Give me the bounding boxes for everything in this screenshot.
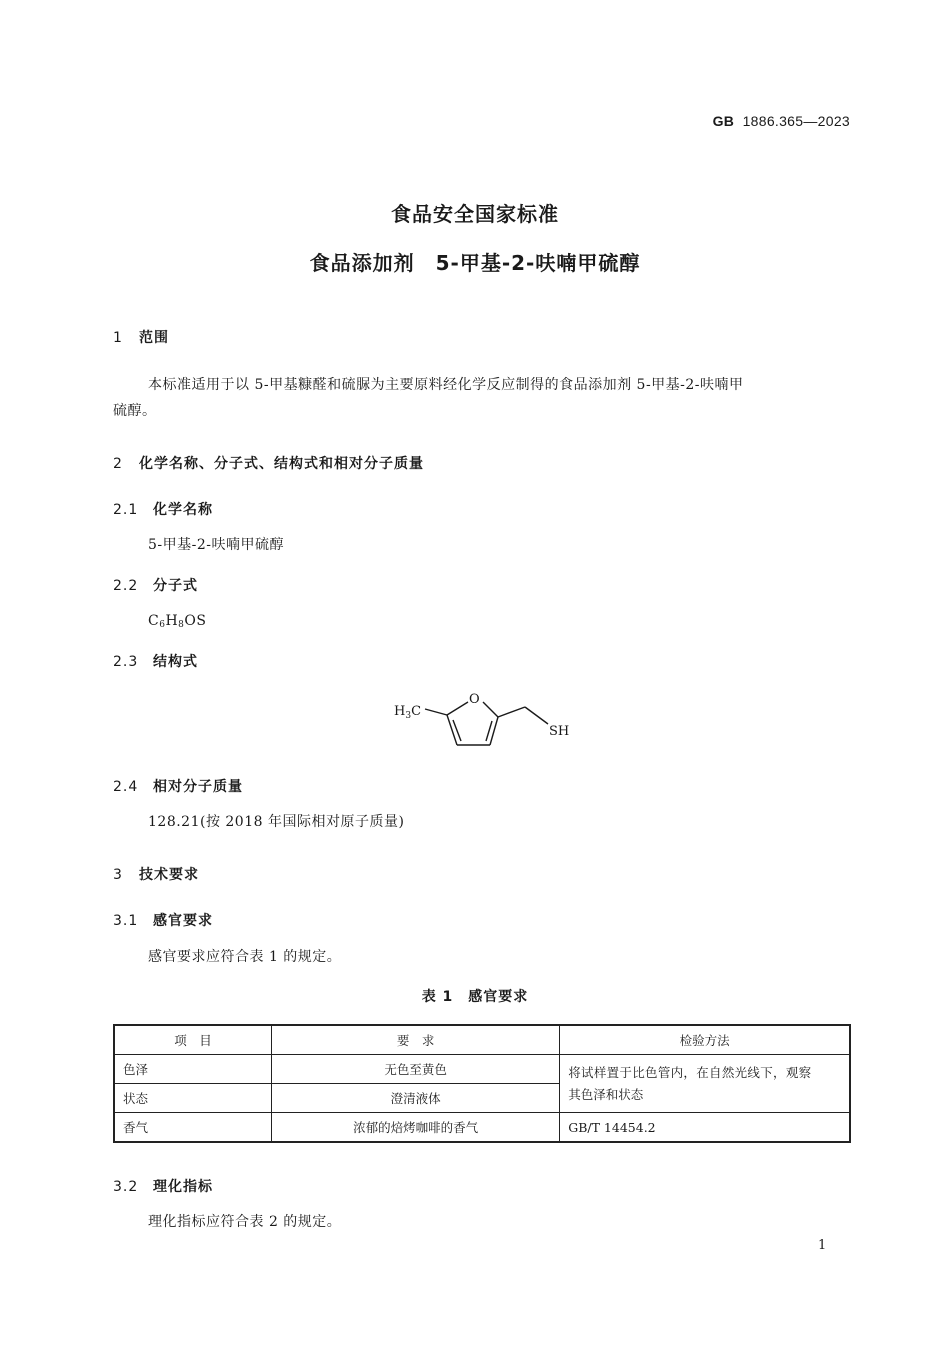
cell-method: GB/T 14454.2	[560, 1113, 850, 1143]
cell-item: 状态	[114, 1084, 272, 1113]
document-title: 食品安全国家标准	[391, 202, 559, 226]
molecular-formula: $C_6H_8OS$	[148, 613, 207, 630]
ring-bond-c5-c4	[490, 717, 498, 745]
table-header-row	[114, 1025, 850, 1055]
section-2-2-heading: 2.2 分子式	[113, 578, 198, 594]
ring-double-bond-2	[486, 721, 492, 741]
table-1-caption: 表 1 感官要求	[421, 989, 529, 1005]
cell-requirement: 无色至黄色	[272, 1055, 560, 1084]
oxygen-label: O	[469, 692, 480, 707]
relative-molecular-mass: 128.21(按 2018 年国际相对原子质量)	[148, 814, 405, 830]
column-header-item: 项 目	[114, 1025, 272, 1055]
ring-bond-c2-o	[447, 702, 468, 715]
methyl-label: $H_3C$	[394, 704, 422, 721]
section-3-2-heading: 3.2 理化指标	[113, 1179, 213, 1195]
cell-requirement: 浓郁的焙烤咖啡的香气	[272, 1113, 560, 1143]
section-2-3-heading: 2.3 结构式	[113, 654, 198, 670]
section-3-1-body: 感官要求应符合表 1 的规定。	[148, 949, 342, 965]
ch2-bond	[498, 707, 525, 717]
chemical-name: 5-甲基-2-呋喃甲硫醇	[148, 537, 285, 553]
section-2-1-heading: 2.1 化学名称	[113, 502, 213, 518]
ring-bond-c3-c2	[447, 715, 457, 745]
section-1-body-line1: 本标准适用于以 5-甲基糠醛和硫脲为主要原料经化学反应制得的食品添加剂 5-甲基-2-呋喃甲	[148, 377, 744, 393]
section-1-body-line2: 硫醇。	[113, 403, 157, 419]
thiol-bond	[525, 707, 548, 724]
section-3-heading: 3 技术要求	[113, 867, 199, 883]
page-number: 1	[818, 1238, 827, 1253]
document-subtitle: 食品添加剂 5-甲基-2-呋喃甲硫醇	[309, 251, 641, 275]
cell-item: 香气	[114, 1113, 272, 1143]
section-3-2-body: 理化指标应符合表 2 的规定。	[148, 1214, 342, 1230]
cell-item: 色泽	[114, 1055, 272, 1084]
section-2-heading: 2 化学名称、分子式、结构式和相对分子质量	[113, 456, 424, 472]
section-1-heading: 1 范围	[113, 330, 169, 346]
column-header-requirement: 要 求	[272, 1025, 560, 1055]
methyl-bond	[425, 709, 447, 715]
cell-method-merged: 将试样置于比色管内，在自然光线下，观察 其色泽和状态	[560, 1055, 850, 1113]
standard-number: GB 1886.365—2023	[712, 113, 850, 129]
section-3-1-heading: 3.1 感官要求	[113, 913, 213, 929]
table-1	[113, 1024, 851, 1143]
structural-formula	[380, 685, 590, 760]
cell-requirement: 澄清液体	[272, 1084, 560, 1113]
column-header-method: 检验方法	[560, 1025, 850, 1055]
thiol-label: SH	[549, 724, 570, 739]
section-2-4-heading: 2.4 相对分子质量	[113, 779, 243, 795]
ring-bond-o-c5	[483, 702, 498, 717]
table-row	[114, 1055, 850, 1084]
table-row	[114, 1113, 850, 1143]
